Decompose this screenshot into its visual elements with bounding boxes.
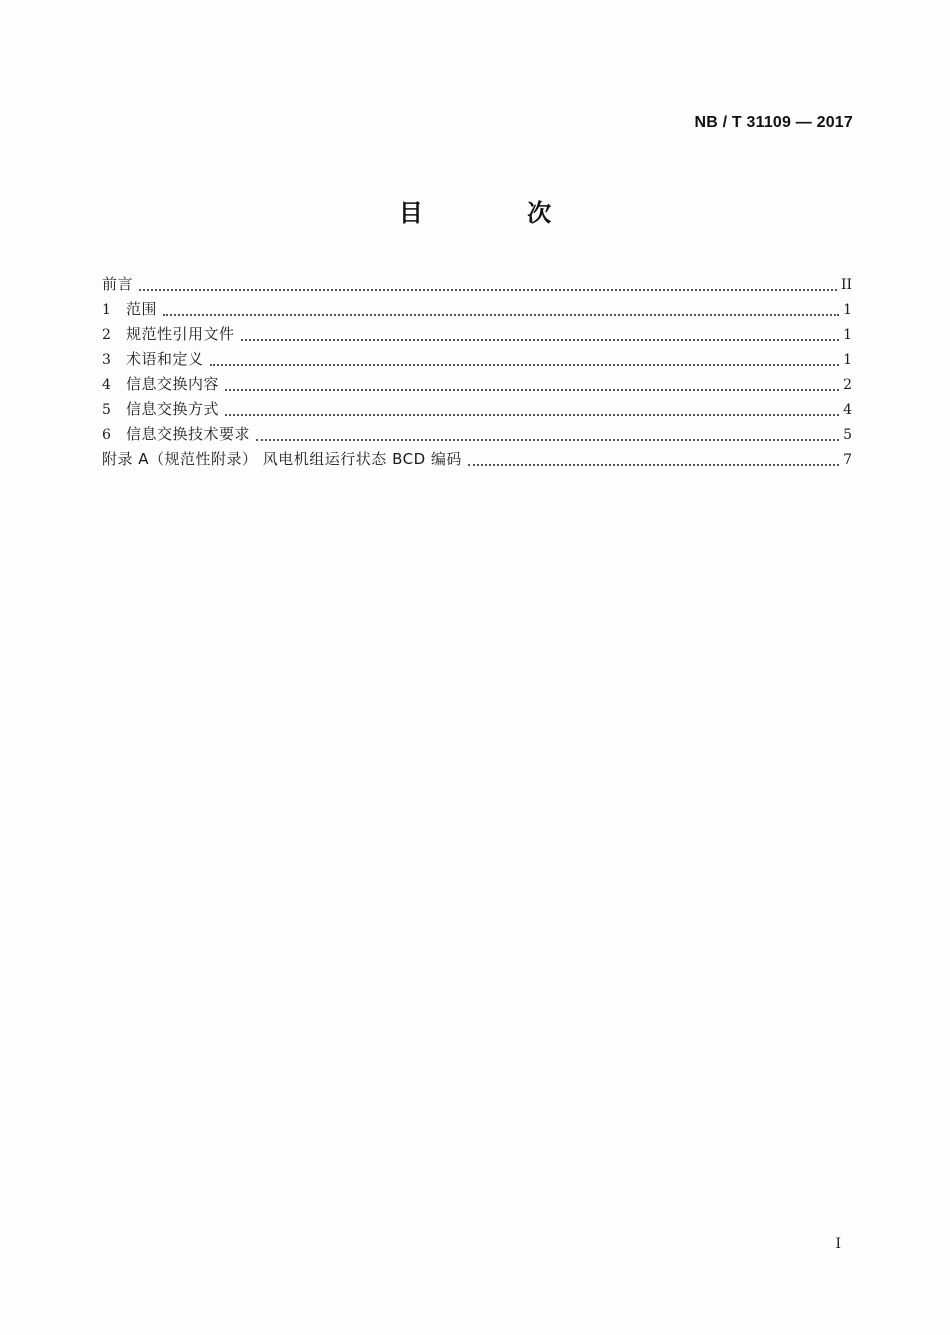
toc-entry-page: 5 <box>843 427 852 443</box>
toc-entry-number: 4 <box>102 377 111 393</box>
standard-number: NB / T 31109 — 2017 <box>694 114 853 131</box>
toc-leader-dots <box>241 339 840 341</box>
toc-leader-dots <box>225 414 839 416</box>
toc-leader-dots <box>256 439 839 441</box>
toc-entry-exchange-content[interactable] <box>102 372 852 397</box>
toc-entry-number: 5 <box>102 402 111 418</box>
toc-entry-page: 2 <box>843 377 852 393</box>
toc-entry-preface[interactable] <box>102 272 852 297</box>
toc-entry-technical-requirements[interactable] <box>102 422 852 447</box>
toc-entry-normative-references[interactable] <box>102 322 852 347</box>
toc-entry-label: 信息交换方式 <box>126 400 220 418</box>
toc-entry-label: 术语和定义 <box>126 350 204 368</box>
toc-entry-label: 前言 <box>102 275 134 293</box>
toc-entry-page: 1 <box>843 302 852 318</box>
toc-entry-page: 4 <box>843 402 852 418</box>
toc-entry-exchange-method[interactable] <box>102 397 852 422</box>
page-title: 目 次 <box>398 199 600 227</box>
toc-entry-number: 3 <box>102 352 111 368</box>
toc-entry-label: 规范性引用文件 <box>126 325 235 343</box>
toc-leader-dots <box>225 389 839 391</box>
toc-leader-dots <box>139 289 837 291</box>
toc-entry-page: II <box>840 277 852 293</box>
toc-entry-label: 范围 <box>126 300 158 318</box>
page-number: I <box>835 1236 841 1252</box>
toc-entry-label: 信息交换技术要求 <box>126 425 251 443</box>
toc-entry-appendix-a[interactable] <box>102 447 852 472</box>
toc-entry-number: 1 <box>102 302 111 318</box>
toc-leader-dots <box>163 314 839 316</box>
toc-entry-terms-definitions[interactable] <box>102 347 852 372</box>
toc-leader-dots <box>210 364 840 366</box>
toc-entry-page: 1 <box>843 352 852 368</box>
toc-leader-dots <box>468 464 839 466</box>
toc-entry-label: 信息交换内容 <box>126 375 220 393</box>
toc-entry-number: 2 <box>102 327 111 343</box>
toc-entry-number: 6 <box>102 427 111 443</box>
toc-entry-page: 1 <box>843 327 852 343</box>
toc-entry-label: 附录 A（规范性附录） 风电机组运行状态 BCD 编码 <box>102 450 462 468</box>
toc-entry-scope[interactable] <box>102 297 852 322</box>
toc-entry-page: 7 <box>843 452 852 468</box>
table-of-contents <box>102 272 852 472</box>
